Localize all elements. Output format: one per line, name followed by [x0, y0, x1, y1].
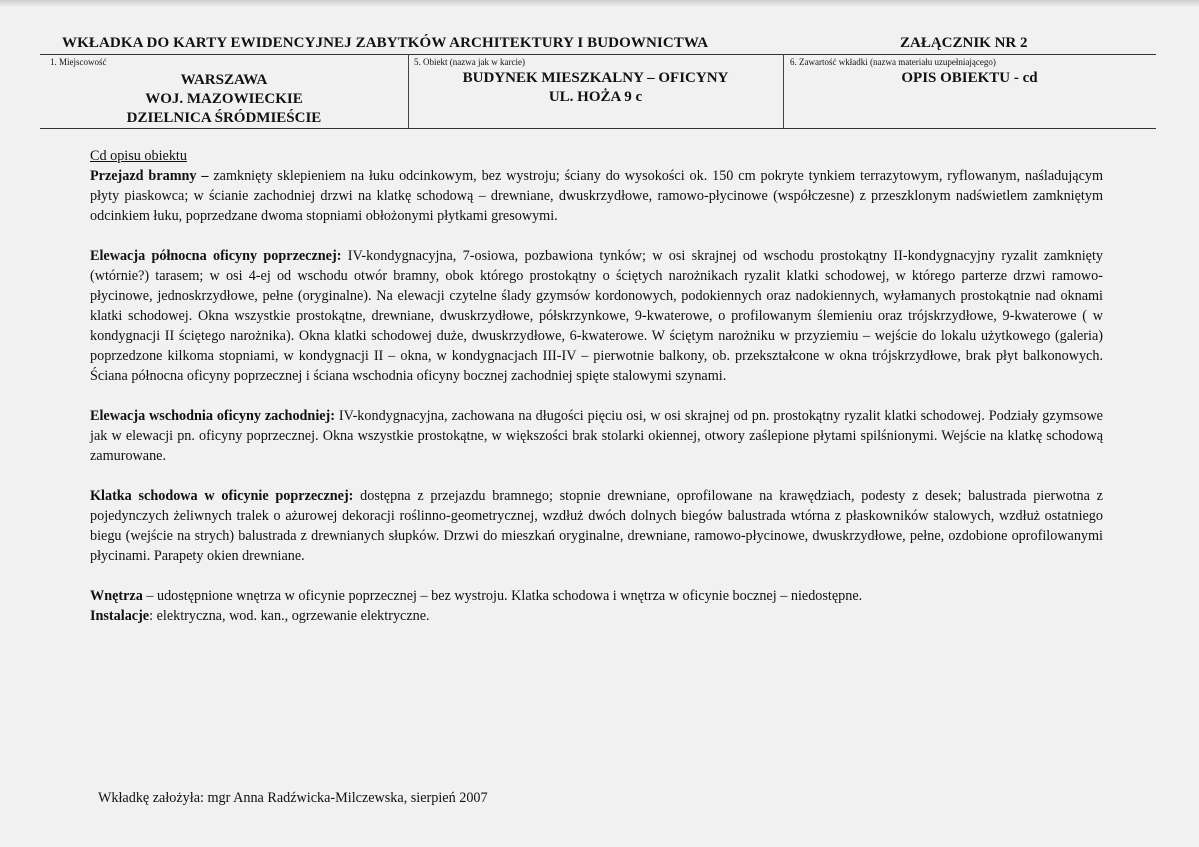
section-east-elevation [90, 406, 1103, 466]
header-bottom-rule [40, 128, 1156, 129]
annex-number: ZAŁĄCZNIK NR 2 [900, 35, 1028, 51]
scan-top-edge [0, 0, 1199, 6]
section-heading: Przejazd bramny – [90, 168, 209, 184]
section-heading: Instalacje [90, 608, 150, 624]
section-text: IV-kondygnacyjna, 7-osiowa, pozbawiona tynków; w osi skrajnej od wschodu prostokątny II-kondygnacyjny ryzalit zamknięty (wtórnie?) tarasem; w osi 4-ej od wschodu otwór bramny, obok którego prostokątny o ściętych narożnikach ryzalit klatki schodowej, w którego parterze drzwi ramowo-płycinowe, jednoskrzydłowe, pełne (oryginalne). Na elewacji czytelne ślady gzymsów kordonowych, podokiennych oraz nadokiennych, wyłamanych prostokątnie nad oknami klatki schodowej. Okna wszystkie prostokątne, drewniane, dwuskrzydłowe, półskrzynkowe, 9-kwaterowe, o profilowanym ślemieniu oraz trójskrzydłowe, 9-kwaterowe ( w kondygnacji II ściętego narożnika). Okna klatki schodowej duże, dwuskrzydłowe, 6-kwaterowe. W ściętym narożniku w przyziemiu – wejście do lokalu użytkowego (galeria) poprzedzone kilkoma stopniami, w kondygnacji II – okna, w kondygnacjach III-IV – pierwotnie balkony, ob. przekształcone w okna trójskrzydłowe, brak płyt balkonowych. Ściana północna oficyny poprzecznej i ściana wschodnia oficyny bocznej zachodniej spięte stalowymi szynami. [90, 248, 1104, 384]
continuation-heading: Cd opisu obiektu [90, 148, 187, 164]
section-text: dostępna z przejazdu bramnego; stopnie drewniane, oprofilowane na krawędziach, podesty z desek; balustrada pierwotna z pojedynczych żeliwnych tralek o ażurowej dekoracji roślinno-geometrycznej, wzdłuż dwóch dolnych biegów balustrada wtórna z płaskowników stalowych, wzdłuż ostatniego biegu (wejście na strych) balustrada z drewnianych słupków. Drzwi do mieszkań oryginalne, drewniane, ramowo-płycinowe, dwuskrzydłowe, pełne, ozdobione oprofilowanymi płycinami. Parapety okien drewniane. [90, 488, 1103, 564]
description-body [90, 146, 1103, 626]
location-district: DZIELNICA ŚRÓDMIEŚCIE [126, 110, 322, 126]
location-city: WARSZAWA [180, 72, 268, 88]
header-top-rule [40, 54, 1156, 55]
content-label: 6. Zawartość wkładki (nazwa materiału uzupełniającego) [790, 57, 996, 67]
location-voivodeship: WOJ. MAZOWIECKIE [145, 91, 303, 107]
section-text: zamknięty sklepieniem na łuku odcinkowym, bez wystroju; ściany do wysokości ok. 150 cm pokryte tynkiem terrazytowym, ryflowanym, naśladującym płyty piaskowca; w ścianie zachodniej drzwi na klatkę schodową – drewniane, dwuskrzydłowe, ramowo-płycinowe (współczesne) z przeszklonym nadświetlem zamkniętym odcinkiem łuku, poprzedzane dwoma stopniami obłożonymi płytkami gresowymi. [90, 168, 1104, 224]
section-text: – udostępnione wnętrza w oficynie poprzecznej – bez wystroju. Klatka schodowa i wnętrza w oficynie bocznej – niedostępne. [142, 588, 863, 604]
section-interiors [90, 586, 1103, 606]
object-label: 5. Obiekt (nazwa jak w karcie) [414, 57, 525, 67]
location-label: 1. Miejscowość [50, 57, 107, 67]
header-divider-2 [783, 54, 784, 128]
object-address: UL. HOŻA 9 c [548, 89, 643, 105]
location-value [40, 71, 408, 128]
section-north-elevation [90, 246, 1103, 386]
section-text: IV-kondygnacyjna, zachowana na długości pięciu osi, w osi skrajnej od pn. prostokątny ryzalit klatki schodowej. Podziały gzymsowe jak w elewacji pn. oficyny poprzecznej. Okna wszystkie prostokątne, w większości brak stolarki okiennej, otwory zaślepione płytami spilśnionymi. Wejście na klatkę schodową zamurowane. [90, 408, 1103, 464]
section-heading: Klatka schodowa w oficynie poprzecznej: [90, 488, 354, 504]
author-note: Wkładkę założyła: mgr Anna Radźwicka-Milczewska, sierpień 2007 [98, 790, 488, 806]
section-heading: Elewacja wschodnia oficyny zachodniej: [90, 408, 336, 424]
section-staircase [90, 486, 1103, 566]
section-heading: Wnętrza [90, 588, 143, 604]
section-text: : elektryczna, wod. kan., ogrzewanie elektryczne. [149, 608, 430, 624]
section-installations [90, 606, 1103, 626]
section-heading: Elewacja północna oficyny poprzecznej: [90, 248, 342, 264]
object-value [408, 69, 783, 107]
object-name: BUDYNEK MIESZKALNY – OFICYNY [462, 70, 729, 86]
document-title: WKŁADKA DO KARTY EWIDENCYJNEJ ZABYTKÓW ARCHITEKTURY I BUDOWNICTWA [62, 35, 709, 51]
section-gateway [90, 166, 1103, 226]
content-value: OPIS OBIEKTU - cd [901, 70, 1038, 86]
